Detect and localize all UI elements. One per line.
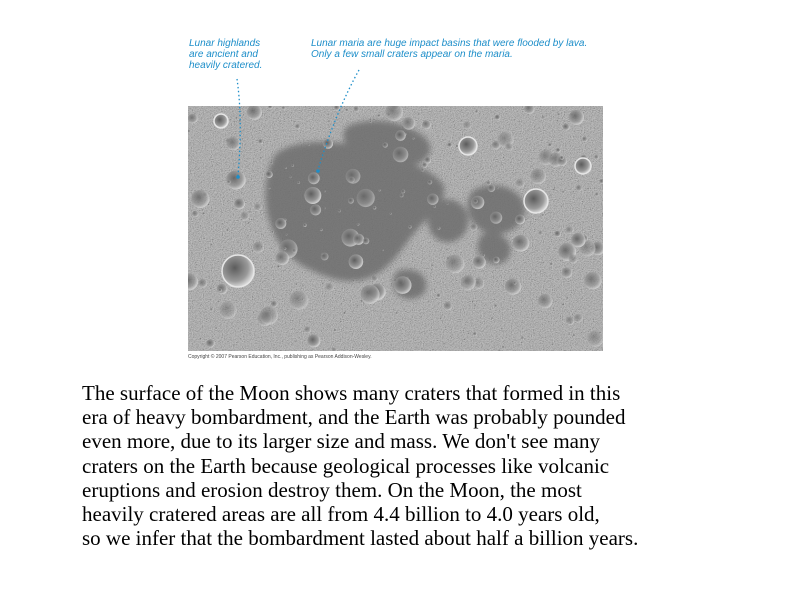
body-line: craters on the Earth because geological processes like volcanic <box>82 453 610 478</box>
crater <box>340 321 342 323</box>
crater <box>401 189 405 193</box>
crater <box>304 187 321 204</box>
crater <box>521 336 525 340</box>
crater <box>248 222 250 224</box>
crater <box>555 231 561 237</box>
crater <box>562 303 565 306</box>
crater <box>446 203 448 205</box>
crater <box>422 163 427 168</box>
crater <box>346 109 349 112</box>
crater <box>550 194 552 196</box>
crater <box>493 257 500 264</box>
crater <box>372 276 378 282</box>
maria-callout <box>311 38 587 60</box>
maria-callout-line: Lunar maria are huge impact basins that were flooded by lava. <box>311 38 588 49</box>
crater <box>488 184 496 192</box>
crater <box>343 312 346 315</box>
crater <box>497 187 499 189</box>
crater <box>475 110 478 113</box>
crater <box>282 106 285 109</box>
crater <box>569 110 584 125</box>
highlands-callout-line: heavily cratered. <box>189 60 263 71</box>
crater <box>584 272 601 289</box>
large-crater <box>222 255 254 287</box>
crater <box>568 333 570 335</box>
crater <box>412 137 414 139</box>
crater <box>562 267 573 278</box>
crater <box>210 308 213 311</box>
crater <box>348 198 354 204</box>
crater <box>514 282 517 285</box>
crater <box>227 229 229 231</box>
crater <box>324 190 326 192</box>
crater <box>285 167 287 169</box>
body-line: so we infer that the bombardment lasted about half a billion years. <box>82 526 639 551</box>
moon-surface-drawing <box>188 106 603 351</box>
crater <box>271 301 278 308</box>
crater <box>440 249 442 251</box>
crater <box>513 235 530 252</box>
body-line: The surface of the Moon shows many craters that formed in this <box>82 381 621 405</box>
crater <box>352 279 355 282</box>
crater <box>562 190 565 193</box>
crater <box>440 317 442 319</box>
crater <box>443 343 445 345</box>
crater <box>502 346 505 349</box>
crater <box>551 154 553 156</box>
crater <box>395 130 406 141</box>
crater <box>307 334 320 347</box>
crater <box>334 329 337 332</box>
crater <box>550 263 553 266</box>
crater <box>505 278 521 294</box>
crater <box>460 275 475 290</box>
crater <box>403 117 416 130</box>
crater <box>590 246 592 248</box>
crater <box>349 177 355 183</box>
crater <box>320 229 323 232</box>
crater <box>446 255 465 274</box>
crater <box>363 238 370 245</box>
crater <box>378 114 381 117</box>
crater <box>239 120 242 123</box>
crater <box>571 233 585 247</box>
crater <box>432 265 434 267</box>
maria-callout-line: Only a few small craters appear on the maria. <box>311 49 513 60</box>
crater <box>538 231 543 236</box>
crater <box>551 343 554 346</box>
crater <box>295 340 297 342</box>
moon-surface-image <box>188 106 603 351</box>
crater <box>253 242 264 253</box>
crater <box>548 143 552 147</box>
crater <box>291 164 294 167</box>
crater <box>463 121 471 129</box>
crater <box>247 235 249 237</box>
body-line: even more, due to its larger size and mass. We don't see many <box>82 429 601 454</box>
crater <box>304 326 311 333</box>
crater <box>587 188 589 190</box>
crater <box>285 234 287 236</box>
highlands-callout <box>189 38 262 71</box>
crater <box>277 265 280 268</box>
crater <box>219 288 222 291</box>
crater <box>202 212 205 215</box>
crater <box>425 157 432 164</box>
crater <box>473 199 478 204</box>
crater <box>464 338 466 340</box>
crater <box>439 240 441 242</box>
crater <box>560 156 564 160</box>
crater <box>408 225 411 228</box>
crater <box>200 338 202 340</box>
crater <box>328 120 331 123</box>
copyright-notice: Copyright © 2007 Pearson Education, Inc., publishing as Pearson Addison-Wesley. <box>188 354 372 360</box>
crater <box>456 145 459 148</box>
crater <box>296 283 298 285</box>
large-crater <box>524 189 548 213</box>
crater <box>301 299 303 301</box>
crater <box>569 254 578 263</box>
crater <box>542 116 546 120</box>
crater <box>490 212 502 224</box>
body-line: heavily cratered areas are all from 4.4 billion to 4.0 years old, <box>82 502 600 527</box>
crater <box>356 305 358 307</box>
crater <box>208 204 210 206</box>
crater <box>553 189 555 191</box>
highlands-callout-line: Lunar highlands <box>189 38 261 49</box>
crater <box>427 180 432 185</box>
crater <box>254 203 262 211</box>
crater <box>557 120 559 122</box>
crater <box>217 284 228 295</box>
crater <box>437 294 441 298</box>
crater <box>270 162 273 165</box>
crater <box>215 327 217 329</box>
crater <box>297 181 300 184</box>
crater <box>226 170 245 189</box>
crater <box>308 172 320 184</box>
crater <box>482 254 485 257</box>
large-crater <box>459 137 477 155</box>
crater <box>227 137 241 151</box>
crater <box>271 231 274 234</box>
crater <box>494 304 497 307</box>
crater <box>268 187 270 189</box>
crater <box>188 114 198 124</box>
crater <box>461 120 463 122</box>
crater <box>595 193 599 197</box>
crater <box>198 279 207 288</box>
crater <box>328 113 330 115</box>
crater <box>322 283 324 285</box>
crater <box>219 302 236 319</box>
large-crater <box>214 114 228 128</box>
crater <box>349 254 364 269</box>
crater <box>582 136 587 141</box>
crater <box>468 333 470 335</box>
crater <box>308 144 310 146</box>
crater <box>360 285 379 304</box>
crater <box>295 124 300 129</box>
crater <box>576 185 582 191</box>
crater <box>357 223 360 226</box>
crater <box>323 303 325 305</box>
crater <box>400 193 404 197</box>
crater <box>276 251 290 265</box>
crater <box>566 226 574 234</box>
crater <box>558 113 561 116</box>
crater <box>379 189 381 191</box>
crater <box>302 285 304 287</box>
crater <box>594 155 599 160</box>
crater <box>325 283 334 292</box>
crater <box>324 207 326 209</box>
crater <box>566 297 569 300</box>
crater <box>573 334 576 337</box>
crater <box>556 148 560 152</box>
crater <box>495 115 501 121</box>
body-line: eruptions and erosion destroy them. On the Moon, the most <box>82 477 582 502</box>
body-line: era of heavy bombardment, and the Earth was probably pounded <box>82 405 626 430</box>
crater <box>538 294 553 309</box>
crater <box>542 214 545 217</box>
crater <box>303 224 306 227</box>
crater <box>338 209 341 212</box>
crater <box>211 244 213 246</box>
crater <box>470 224 477 231</box>
crater <box>566 316 575 325</box>
crater <box>422 120 431 129</box>
crater <box>393 147 409 163</box>
crater <box>453 121 455 123</box>
crater <box>236 117 238 119</box>
crater <box>396 312 399 315</box>
crater <box>191 190 209 208</box>
crater <box>474 304 477 307</box>
large-crater <box>575 158 591 174</box>
crater <box>357 189 375 207</box>
crater <box>210 287 212 289</box>
crater <box>373 206 376 209</box>
crater <box>260 306 278 324</box>
crater <box>596 178 598 180</box>
crater <box>310 204 321 215</box>
crater <box>431 153 433 155</box>
crater <box>289 291 308 310</box>
crater <box>467 176 469 178</box>
crater <box>515 215 525 225</box>
crater <box>255 231 257 233</box>
crater <box>353 234 364 245</box>
crater <box>501 328 503 330</box>
crater <box>206 339 215 348</box>
crater <box>427 194 438 205</box>
crater <box>234 199 245 210</box>
crater <box>321 253 329 261</box>
crater <box>369 120 371 122</box>
crater <box>289 176 291 178</box>
crater <box>471 196 484 209</box>
crater <box>258 139 263 144</box>
crater <box>574 314 583 323</box>
crater <box>444 302 453 311</box>
crater <box>382 249 384 251</box>
crater <box>475 248 477 250</box>
crater <box>354 106 360 112</box>
crater <box>241 212 250 221</box>
crater <box>334 122 336 124</box>
crater <box>473 256 486 269</box>
crater <box>284 247 287 250</box>
crater <box>418 113 421 116</box>
crater <box>431 269 433 271</box>
crater <box>192 211 199 218</box>
crater <box>563 124 570 131</box>
crater <box>542 262 544 264</box>
crater <box>433 205 436 208</box>
crater <box>217 300 220 303</box>
crater <box>505 143 513 151</box>
crater <box>516 179 525 188</box>
crater <box>266 171 273 178</box>
crater <box>472 301 474 303</box>
crater <box>394 276 412 294</box>
crater <box>249 211 251 213</box>
crater <box>383 142 388 147</box>
crater <box>491 317 493 319</box>
crater <box>446 249 448 251</box>
crater <box>323 139 333 149</box>
crater <box>221 223 223 225</box>
crater <box>292 248 296 252</box>
crater <box>530 168 546 184</box>
crater <box>473 332 477 336</box>
crater <box>227 180 231 184</box>
crater <box>390 213 392 215</box>
crater <box>448 143 453 148</box>
crater <box>599 332 601 334</box>
crater <box>260 157 262 159</box>
crater <box>275 218 286 229</box>
crater <box>421 168 424 171</box>
body-paragraph <box>82 381 782 550</box>
crater <box>437 227 440 230</box>
highlands-callout-line: are ancient and <box>189 49 258 60</box>
crater <box>503 157 505 159</box>
